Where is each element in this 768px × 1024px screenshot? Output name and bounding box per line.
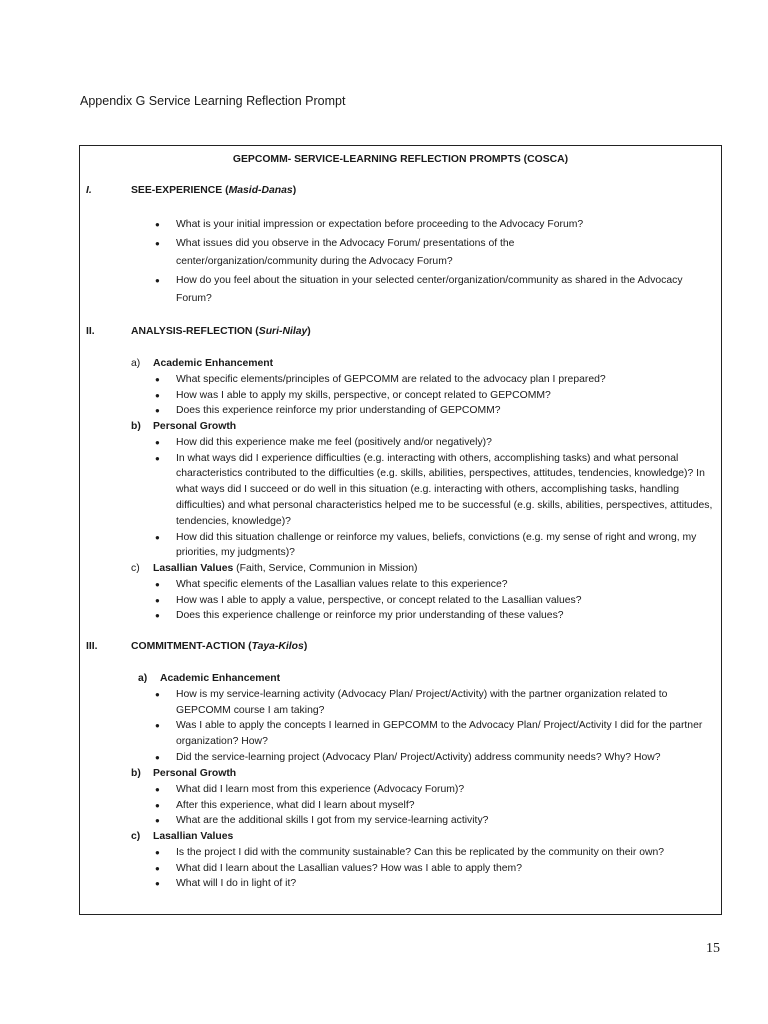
list-item: ● What is your initial impression or expectation before proceeding to the Advocacy Forum?: [155, 216, 715, 235]
list-item: ● What are the additional skills I got from my service-learning activity?: [155, 813, 715, 829]
subsection-academic-enhancement: a) Academic Enhancement ● How is my service-learning activity (Advocacy Plan/ Project/Activity) with the partner organization related to GEPCOMM course I am taking? ● Was I able to apply the concepts I learned in GEPCOMM to the Advocacy Plan/ Project/Activity I did for the partner organization? How? ● Did the service-learning project (Advocacy Plan/ Project/Activity) address community needs? Why? How?: [138, 671, 715, 766]
list-item: ● What will I do in light of it?: [155, 876, 715, 892]
list-item: ● How do you feel about the situation in your selected center/organization/community as shared in the Advocacy Forum?: [155, 272, 715, 309]
bullet-list: [155, 435, 715, 561]
list-item: ● How was I able to apply my skills, perspective, or concept related to GEPCOMM?: [155, 388, 715, 404]
subsection-personal-growth: b) Personal Growth ● What did I learn most from this experience (Advocacy Forum)? ● After this experience, what did I learn about myself? ● What are the additional skills I got from my service-learning activity?: [131, 766, 715, 829]
subsection-lasallian-values: c) Lasallian Values (Faith, Service, Communion in Mission) ● What specific elements of the Lasallian values relate to this experience? ● How was I able to apply a value, perspective, or concept related to the Lasallian values? ● Does this experience challenge or reinforce my prior understanding of these values?: [131, 561, 715, 624]
bullet-list: [155, 687, 715, 766]
bullet-list: [155, 577, 715, 624]
page-number: 15: [706, 941, 720, 956]
list-item: ● How is my service-learning activity (Advocacy Plan/ Project/Activity) with the partner organization related to GEPCOMM course I am taking?: [155, 687, 715, 719]
section-numeral: II.: [86, 326, 95, 337]
list-item: ● Does this experience challenge or reinforce my prior understanding of these values?: [155, 608, 715, 624]
list-item: ● What issues did you observe in the Advocacy Forum/ presentations of the center/organization/community during the Advocacy Forum?: [155, 235, 715, 272]
section-numeral: I.: [86, 185, 92, 196]
prompts-table: [79, 145, 722, 915]
list-item: ● Is the project I did with the community sustainable? Can this be replicated by the community on their own?: [155, 845, 715, 861]
list-item: ● Was I able to apply the concepts I learned in GEPCOMM to the Advocacy Plan/ Project/Activity I did for the partner organization? How?: [155, 718, 715, 750]
list-item: ● How was I able to apply a value, perspective, or concept related to the Lasallian values?: [155, 593, 715, 609]
appendix-title: Appendix G Service Learning Reflection Prompt: [80, 94, 346, 108]
list-item: ● How did this situation challenge or reinforce my values, beliefs, convictions (e.g. my sense of right and wrong, my priorities, my judgments)?: [155, 530, 715, 562]
document-title: GEPCOMM- SERVICE-LEARNING REFLECTION PROMPTS (COSCA): [232, 154, 569, 165]
section-heading: ANALYSIS-REFLECTION (Suri-Nilay): [131, 326, 311, 337]
subsection-lasallian-values: c) Lasallian Values ● Is the project I did with the community sustainable? Can this be replicated by the community on their own? ● What did I learn about the Lasallian values? How was I able to apply them? ● What will I do in light of it?: [131, 829, 715, 892]
list-item: ● Does this experience reinforce my prior understanding of GEPCOMM?: [155, 403, 715, 419]
bullet-list: [155, 845, 715, 892]
bullet-list: [155, 372, 715, 419]
list-item: ● In what ways did I experience difficulties (e.g. interacting with others, accomplishing tasks) and what personal characteristics contributed to the difficulties (e.g. skills, abilities, perspectives, attitudes, tendencies, knowledge)? In what ways did I succeed or do well in this situation (e.g. interacting with others, accomplishing tasks, handling difficulties) and what personal characteristics helped me to be successful (e.g. skills, abilities, perspectives, attitudes, tendencies, knowledge)?: [155, 451, 715, 530]
list-item: ● What specific elements/principles of GEPCOMM are related to the advocacy plan I prepared?: [155, 372, 715, 388]
section-numeral: III.: [86, 641, 98, 652]
bullet-list: [155, 782, 715, 829]
subsection-academic-enhancement: a) Academic Enhancement ● What specific elements/principles of GEPCOMM are related to the advocacy plan I prepared? ● How was I able to apply my skills, perspective, or concept related to GEPCOMM? ● Does this experience reinforce my prior understanding of GEPCOMM?: [131, 356, 715, 419]
section-heading: COMMITMENT-ACTION (Taya-Kilos): [131, 641, 308, 652]
list-item: ● What did I learn about the Lasallian values? How was I able to apply them?: [155, 861, 715, 877]
section-heading: SEE-EXPERIENCE (Masid-Danas): [131, 185, 297, 196]
bullet-list: [155, 216, 715, 309]
list-item: ● How did this experience make me feel (positively and/or negatively)?: [155, 435, 715, 451]
list-item: ● What did I learn most from this experience (Advocacy Forum)?: [155, 782, 715, 798]
list-item: ● What specific elements of the Lasallian values relate to this experience?: [155, 577, 715, 593]
list-item: ● Did the service-learning project (Advocacy Plan/ Project/Activity) address community needs? Why? How?: [155, 750, 715, 766]
list-item: ● After this experience, what did I learn about myself?: [155, 798, 715, 814]
subsection-personal-growth: b) Personal Growth ● How did this experience make me feel (positively and/or negatively)? ● In what ways did I experience difficulties (e.g. interacting with others, accomplishing tasks) and what personal characteristics contributed to the difficulties (e.g. skills, abilities, perspectives, attitudes, tendencies, knowledge)? In what ways did I succeed or do well in this situation (e.g. interacting with others, accomplishing tasks, handling difficulties) and what personal characteristics helped me to be successful (e.g. skills, abilities, perspectives, attitudes, tendencies, knowledge)? ● How did this situation challenge or reinforce my values, beliefs, convictions (e.g. my sense of right and wrong, my priorities, my judgments)?: [131, 419, 715, 561]
